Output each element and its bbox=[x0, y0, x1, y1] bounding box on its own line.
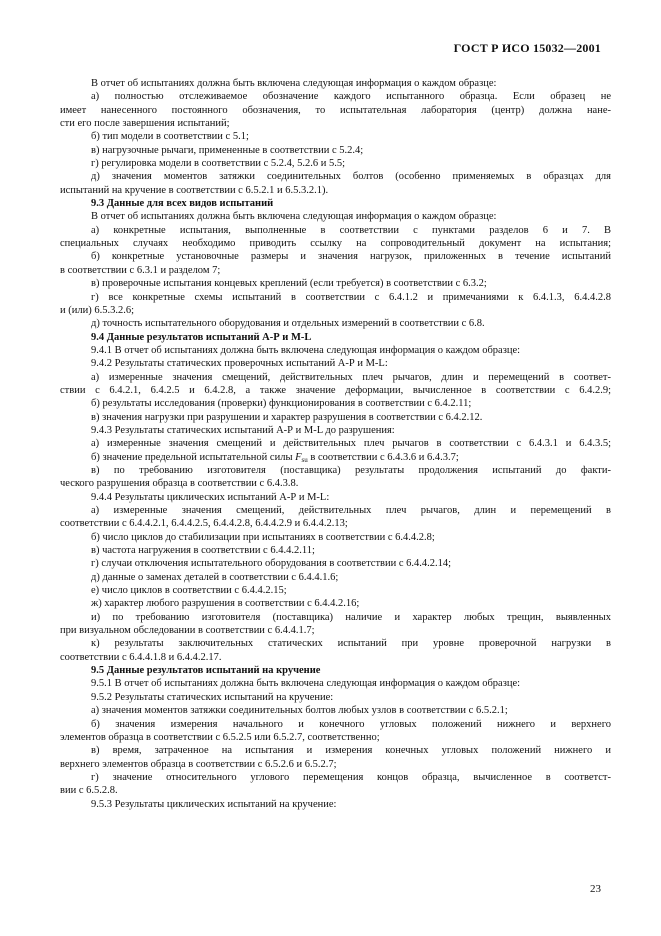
text-line bbox=[60, 451, 611, 464]
text-line: соответствии с 6.4.4.1.8 и 6.4.4.2.17. bbox=[60, 651, 222, 663]
text-line: вии с 6.5.2.8. bbox=[60, 785, 118, 797]
text-line: и (или) 6.5.3.2.6; bbox=[60, 304, 135, 316]
section-heading: 9.3 Данные для всех видов испытаний bbox=[91, 198, 274, 210]
text-line: В отчет об испытаниях должна быть включена следующая информация о каждом образце: bbox=[91, 78, 497, 89]
text-line: в) проверочные испытания концевых креплений (если требуется) в соответствии с 6.3.2; bbox=[91, 278, 487, 290]
standard-header: ГОСТ Р ИСО 15032—2001 bbox=[453, 41, 601, 55]
text-line: верхнего элементов образца в соответствии с 6.5.2.6 и 6.5.2.7; bbox=[60, 758, 337, 770]
text-line: д) данные о заменах деталей в соответствии с 6.4.4.1.6; bbox=[91, 571, 339, 583]
text-line: б) число циклов до стабилизации при испытаниях в соответствии с 6.4.4.2.8; bbox=[91, 531, 435, 543]
math-symbol: $F_{su}$ bbox=[295, 451, 308, 464]
text-line: 9.4.4 Результаты циклических испытаний А-Р и М-L: bbox=[91, 491, 330, 503]
text-line: в) частота нагружения в соответствии с 6.4.4.2.11; bbox=[91, 545, 315, 557]
section-heading: 9.4 Данные результатов испытаний А-Р и М-L bbox=[91, 331, 312, 343]
text-line: соответствии с 6.4.4.2.1, 6.4.4.2.5, 6.4.4.2.8, 6.4.4.2.9 и 6.4.4.2.13; bbox=[60, 518, 348, 530]
text-line: 9.4.2 Результаты статических проверочных испытаний А-Р и М-L: bbox=[91, 358, 388, 370]
text-line: к) результаты заключительных статических испытаний при уровне проверочной нагрузки в bbox=[91, 638, 611, 650]
text-line: б) значения измерения начального и конечного угловых положений нижнего и верхнего bbox=[91, 718, 611, 730]
text-line: б) конкретные установочные размеры и значения нагрузок, приложенных в течение испытаний bbox=[91, 251, 611, 263]
text-line: б) тип модели в соответствии с 5.1; bbox=[91, 131, 249, 143]
text-line: специальных случаях необходимо приводить ссылку на сопроводительный документ на испытания; bbox=[60, 238, 611, 250]
text-line: г) регулировка модели в соответствии с 5.2.4, 5.2.6 и 5.5; bbox=[91, 158, 346, 170]
text-line: в) нагрузочные рычаги, примененные в соответствии с 5.2.4; bbox=[91, 144, 364, 156]
text-line: в соответствии с 6.3.1 и разделом 7; bbox=[60, 264, 221, 276]
text-line: г) случаи отключения испытательного оборудования в соответствии с 6.4.4.2.14; bbox=[91, 558, 452, 570]
text-line: имеет нанесенного постоянного обозначения, то испытательная лаборатория (центр) должна нане- bbox=[60, 104, 611, 116]
text-line: е) число циклов в соответствии с 6.4.4.2.15; bbox=[91, 585, 287, 597]
text-line: а) измеренные значения смещений, действительных плеч рычагов, длин и перемещений в соответ- bbox=[91, 371, 611, 383]
text-line: а) измеренные значения смещений, действительных плеч рычагов, длин и перемещений в bbox=[91, 505, 611, 516]
text-line: а) конкретные испытания, выполненные в соответствии с пунктами разделов 6 и 7. В bbox=[91, 224, 611, 236]
text-line: 9.4.3 Результаты статических испытаний А-Р и М-L до разрушения: bbox=[91, 424, 395, 436]
section-heading: 9.5 Данные результатов испытаний на кручение bbox=[91, 665, 321, 677]
text-line: а) измеренные значения смещений и действительных плеч рычагов в соответствии с 6.4.3.1 и 6.4.3.5; bbox=[91, 438, 611, 450]
text-line: д) точность испытательного оборудования и отдельных измерений в соответствии с 6.8. bbox=[91, 318, 485, 330]
text-line: г) все конкретные схемы испытаний в соответствии с 6.4.1.2 и примечаниями к 6.4.1.3, 6.4.4.2.8 bbox=[91, 291, 611, 303]
text-line: сти его после завершения испытаний; bbox=[60, 118, 230, 130]
text-line: в) значения нагрузки при разрушении и характер разрушения в соответствии с 6.4.2.12. bbox=[91, 411, 483, 423]
text-line: а) значения моментов затяжки соединительных болтов любых узлов в соответствии с 6.5.2.1; bbox=[91, 705, 508, 717]
text-line: 9.5.3 Результаты циклических испытаний на кручение: bbox=[91, 798, 337, 810]
text-line: и) по требованию изготовителя (поставщика) наличие и характер любых трещин, выявленных bbox=[91, 611, 611, 623]
text-line: В отчет об испытаниях должна быть включена следующая информация о каждом образце: bbox=[91, 211, 497, 223]
text-line: ческого разрушения образца в соответствии с 6.4.3.8. bbox=[60, 478, 299, 490]
text-line: ствии с 6.4.2.1, 6.4.2.5 и 6.4.2.8, а также значение деформации, вычисленное в соответствии с 6.4.2.9; bbox=[60, 384, 611, 396]
text-line: в) время, затраченное на испытания и измерения конечных угловых положений нижнего и bbox=[91, 745, 611, 757]
text-segment: в соответствии с 6.4.3.6 и 6.4.3.7; bbox=[310, 451, 459, 463]
text-line: 9.4.1 В отчет об испытаниях должна быть включена следующая информация о каждом образце: bbox=[91, 344, 521, 356]
text-line: при визуальном обследовании в соответствии с 6.4.4.1.7; bbox=[60, 625, 315, 637]
text-segment: б) значение предельной испытательной силы bbox=[91, 451, 293, 463]
text-line: б) результаты исследования (проверки) функционирования в соответствии с 6.4.2.11; bbox=[91, 398, 472, 410]
text-line: элементов образца в соответствии с 6.5.2.5 или 6.5.2.7, соответственно; bbox=[60, 731, 380, 743]
text-line: 9.5.1 В отчет об испытаниях должна быть включена следующая информация о каждом образце: bbox=[91, 678, 521, 690]
text-line: 9.5.2 Результаты статических испытаний на кручение: bbox=[91, 691, 334, 703]
text-line: испытаний на кручение в соответствии с 6.5.2.1 и 6.5.3.2.1). bbox=[60, 184, 329, 196]
document-body bbox=[60, 77, 611, 811]
text-line: в) по требованию изготовителя (поставщика) результаты продолжения испытаний до факти- bbox=[91, 464, 611, 476]
text-line: а) полностью отслеживаемое обозначение каждого испытанного образца. Если образец не bbox=[91, 91, 611, 103]
text-line: г) значение относительного углового перемещения концов образца, вычисленное в соответст- bbox=[91, 771, 611, 783]
page-number: 23 bbox=[590, 883, 601, 895]
text-line: д) значения моментов затяжки соединительных болтов (особенно применяемых в образцах для bbox=[91, 171, 611, 183]
text-line: ж) характер любого разрушения в соответствии с 6.4.4.2.16; bbox=[91, 598, 360, 610]
